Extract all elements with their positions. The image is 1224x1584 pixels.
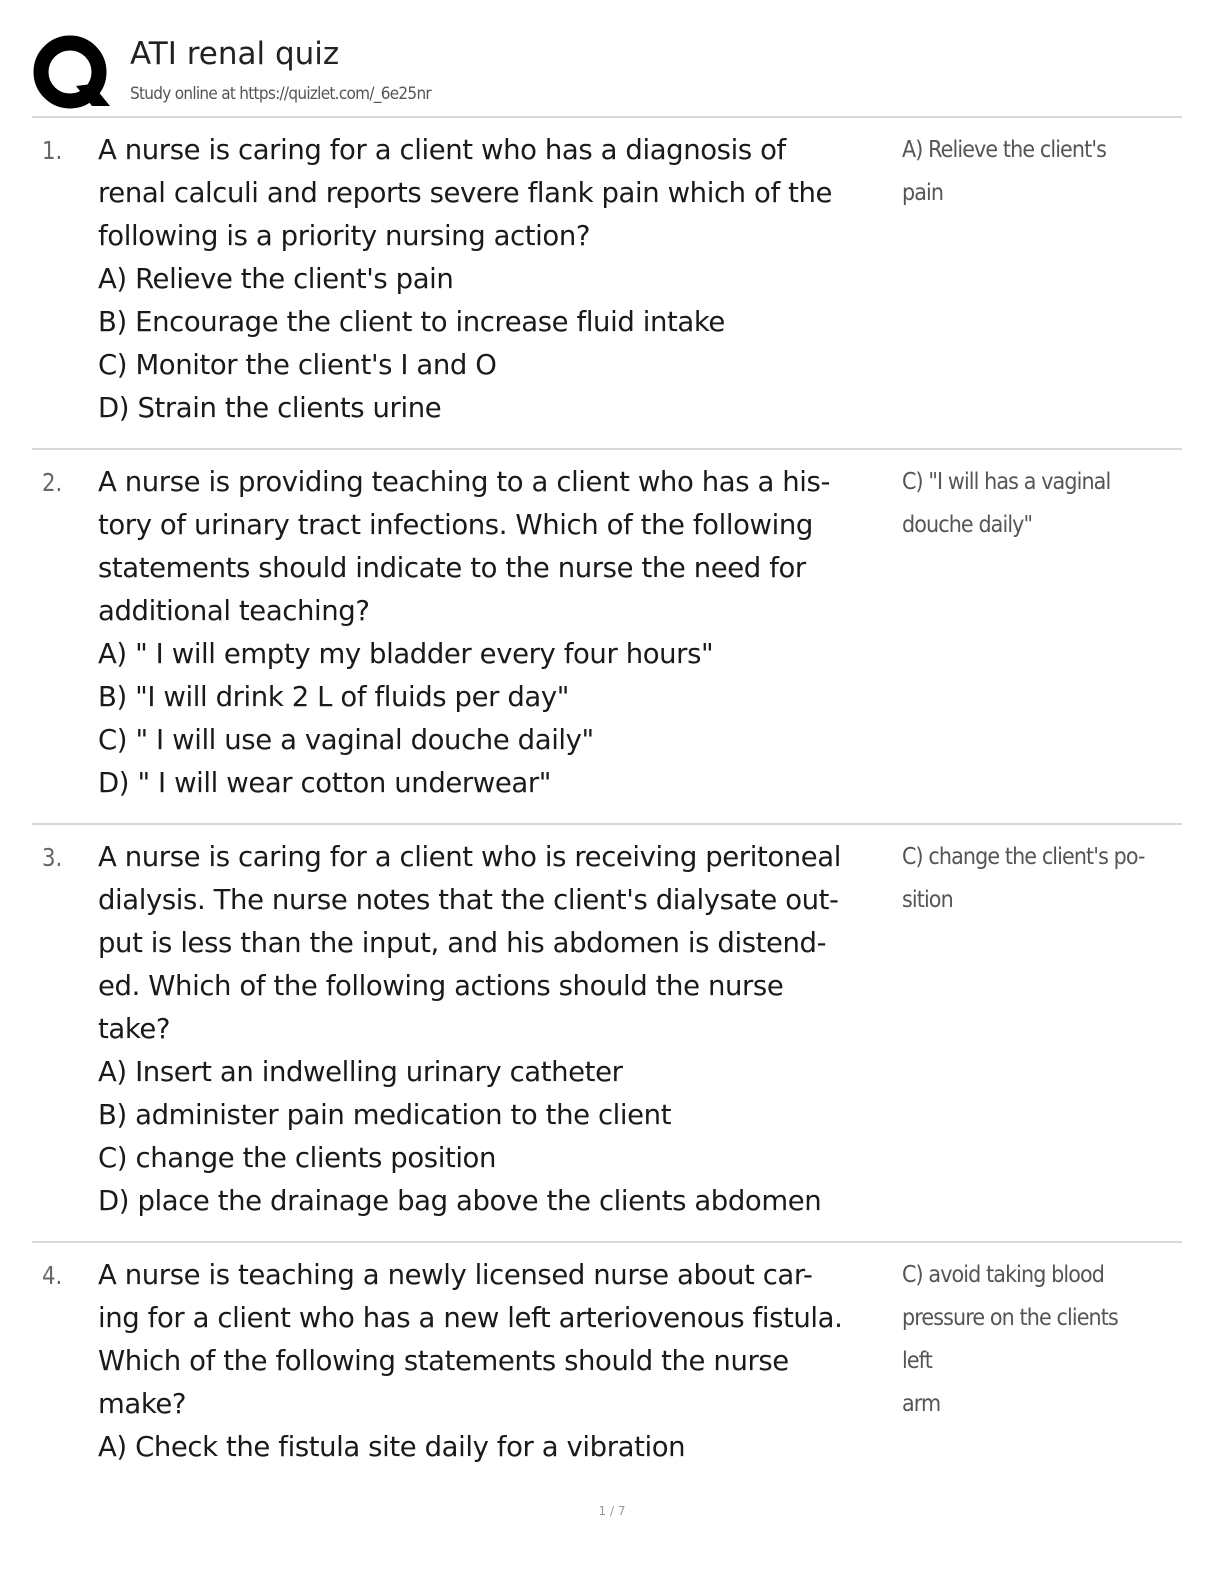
card-answer xyxy=(902,1254,1145,1426)
question-line: following is a priority nursing action? xyxy=(98,220,591,252)
answer-line: C) change the client's po- xyxy=(902,844,1145,870)
card-question xyxy=(98,129,898,430)
answer-line: pressure on the clients left xyxy=(902,1305,1118,1374)
card-number: 1. xyxy=(42,136,63,165)
question-line: A nurse is caring for a client who is receiving peritoneal xyxy=(98,841,841,873)
card-answer xyxy=(902,461,1145,547)
set-title: ATI renal quiz xyxy=(130,36,340,72)
card-question xyxy=(98,836,898,1223)
option-a: A) Relieve the client's pain xyxy=(98,263,454,295)
option-c: C) change the clients position xyxy=(98,1142,497,1174)
answer-line: C) "I will has a vaginal xyxy=(902,469,1111,495)
question-line: take? xyxy=(98,1013,171,1045)
answer-line: sition xyxy=(902,887,953,913)
option-b: B) administer pain medication to the client xyxy=(98,1099,672,1131)
flashcard-1 xyxy=(32,129,1182,429)
divider xyxy=(32,1241,1182,1243)
option-b: B) "I will drink 2 L of fluids per day" xyxy=(98,681,570,713)
card-number: 4. xyxy=(42,1261,63,1290)
answer-line: arm xyxy=(902,1391,941,1417)
card-answer xyxy=(902,836,1145,922)
answer-line: A) Relieve the client's pain xyxy=(902,137,1106,206)
study-online-link-text: Study online at https://quizlet.com/_6e25nr xyxy=(130,84,431,104)
flashcard-4 xyxy=(32,1254,1182,1469)
option-a: A) Check the fistula site daily for a vibration xyxy=(98,1431,686,1463)
answer-line: douche daily" xyxy=(902,512,1033,538)
question-line: dialysis. The nurse notes that the client's dialysate out- xyxy=(98,884,839,916)
option-d: D) place the drainage bag above the clients abdomen xyxy=(98,1185,822,1217)
card-question xyxy=(98,461,898,805)
question-line: tory of urinary tract infections. Which of the following xyxy=(98,509,813,541)
flashcard-3 xyxy=(32,836,1182,1223)
option-d: D) Strain the clients urine xyxy=(98,392,442,424)
page-header xyxy=(32,34,1182,114)
question-line: put is less than the input, and his abdomen is distend- xyxy=(98,927,827,959)
card-answer xyxy=(902,129,1145,215)
question-line: ed. Which of the following actions should the nurse xyxy=(98,970,784,1002)
quizlet-logo-icon xyxy=(32,34,112,114)
option-d: D) " I will wear cotton underwear" xyxy=(98,767,552,799)
question-line: Which of the following statements should the nurse xyxy=(98,1345,789,1377)
page-number: 1 / 7 xyxy=(598,1504,626,1518)
card-number: 3. xyxy=(42,843,63,872)
question-line: renal calculi and reports severe flank pain which of the xyxy=(98,177,833,209)
option-c: C) Monitor the client's I and O xyxy=(98,349,497,381)
option-c: C) " I will use a vaginal douche daily" xyxy=(98,724,594,756)
option-a: A) Insert an indwelling urinary catheter xyxy=(98,1056,623,1088)
option-a: A) " I will empty my bladder every four hours" xyxy=(98,638,714,670)
question-line: make? xyxy=(98,1388,187,1420)
question-line: ing for a client who has a new left arteriovenous fistula. xyxy=(98,1302,843,1334)
divider xyxy=(32,823,1182,825)
question-line: A nurse is caring for a client who has a diagnosis of xyxy=(98,134,786,166)
question-line: A nurse is teaching a newly licensed nurse about car- xyxy=(98,1259,813,1291)
question-line: additional teaching? xyxy=(98,595,370,627)
option-b: B) Encourage the client to increase fluid intake xyxy=(98,306,725,338)
divider xyxy=(32,116,1182,118)
card-number: 2. xyxy=(42,468,63,497)
divider xyxy=(32,448,1182,450)
flashcard-2 xyxy=(32,461,1182,805)
answer-line: C) avoid taking blood xyxy=(902,1262,1105,1288)
question-line: statements should indicate to the nurse the need for xyxy=(98,552,806,584)
question-line: A nurse is providing teaching to a client who has a his- xyxy=(98,466,830,498)
card-question xyxy=(98,1254,898,1469)
